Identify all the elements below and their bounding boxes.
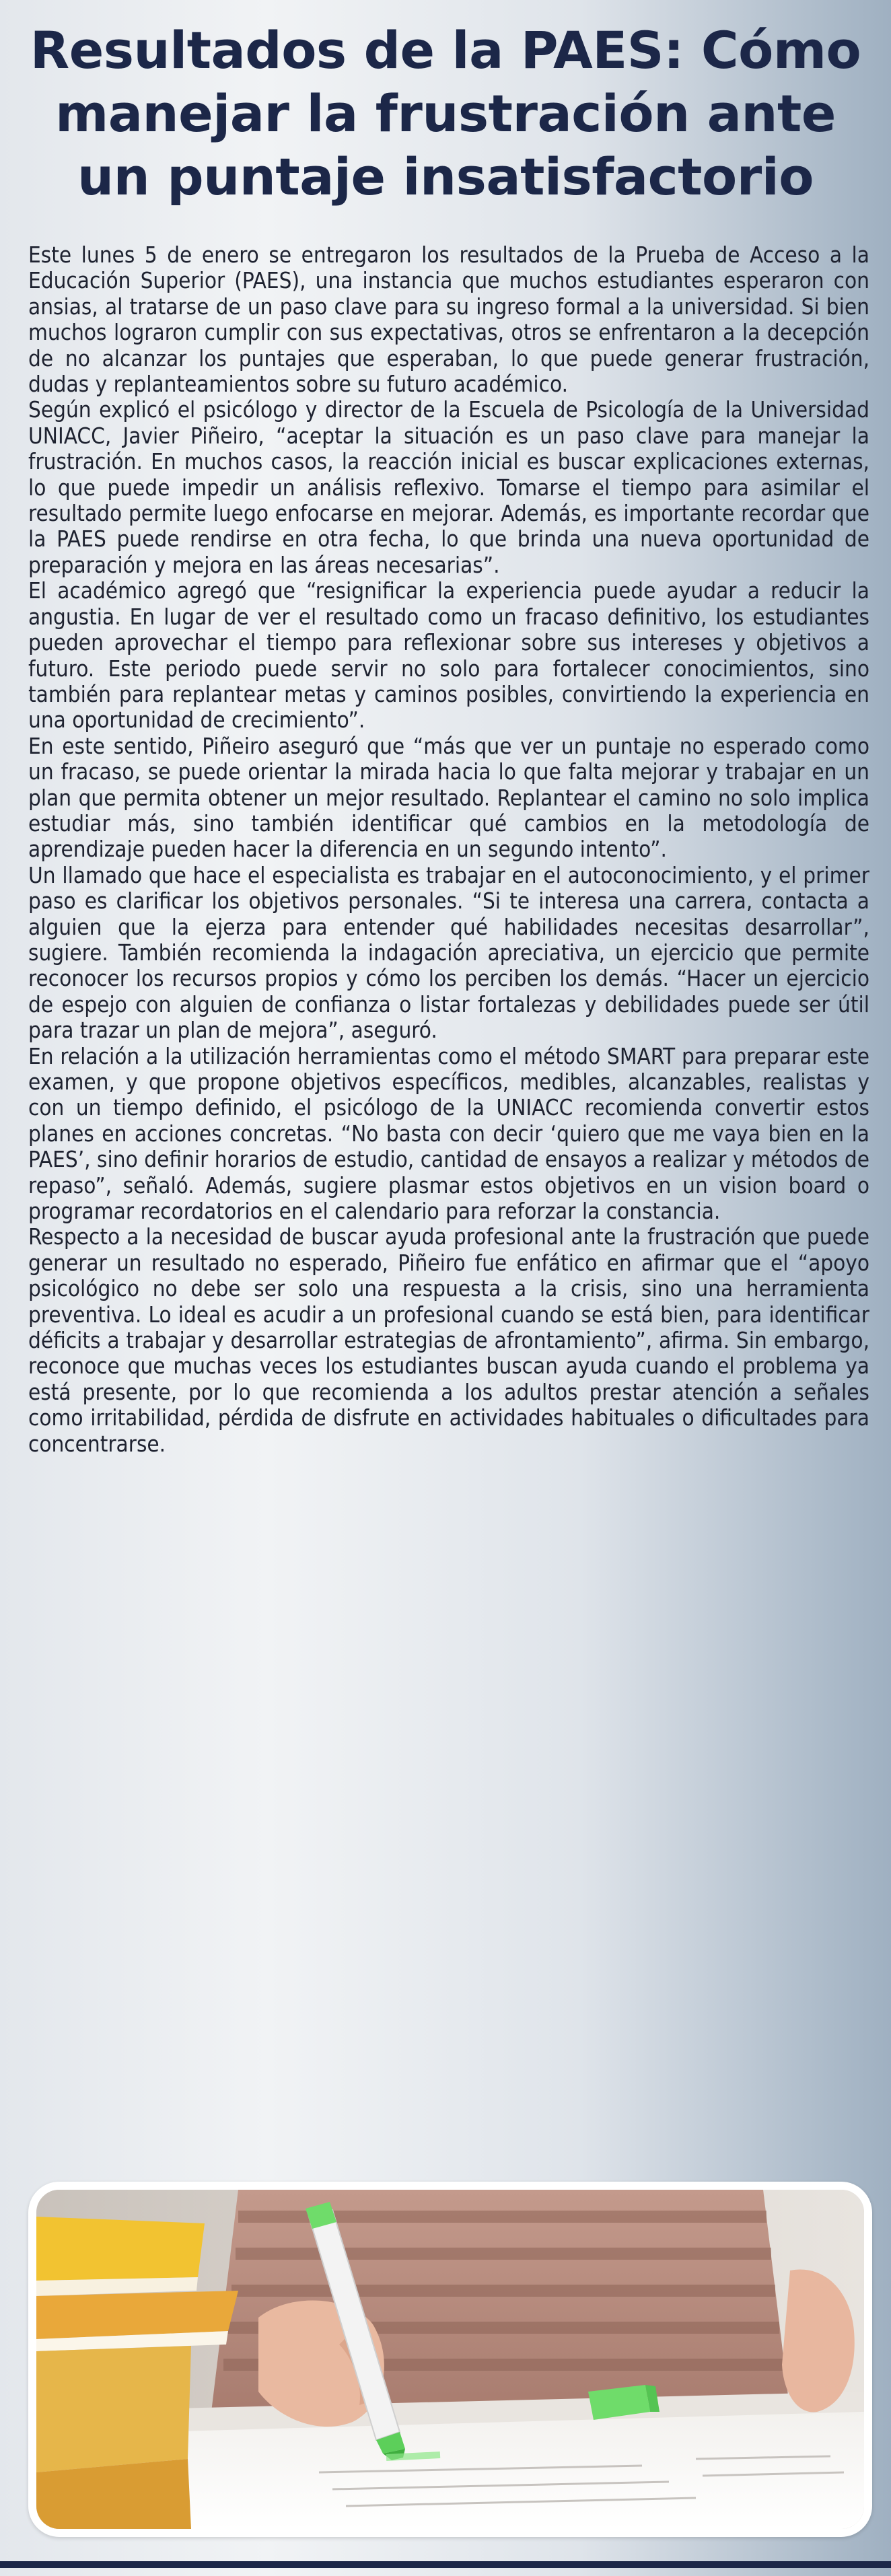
article-paragraph: Un llamado que hace el especialista es trabajar en el autoconocimiento, y el primer paso es clarificar los objetivos personales. “Si te interesa una carrera, contacta a alguien que la ejerza para entender qué habilidades necesitas desarrollar”, sugiere. También recomienda la indagación apreciativa, un ejercicio que permite reconocer los recursos propios y cómo los perciben los demás. “Hacer un ejercicio de espejo con alguien de confianza o listar fortalezas y debilidades puede ser útil para trazar un plan de mejora”, aseguró. xyxy=(28,861,869,1044)
article-title: Resultados de la PAES: Cómo manejar la frustración ante un puntaje insatisfactorio xyxy=(30,20,861,207)
article-photo xyxy=(28,2182,872,2537)
article-paragraph: El académico agregó que “resignificar la experiencia puede ayudar a reducir la angustia. En lugar de ver el resultado como un fracaso definitivo, los estudiantes pueden aprovechar el tiempo para reflexionar sobre sus intereses y objetivos a futuro. Este periodo puede servir no solo para fortalecer conocimientos, sino también para replantear metas y caminos posibles, convirtiendo la experiencia en una oportunidad de crecimiento”. xyxy=(28,577,869,734)
article-paragraph: Este lunes 5 de enero se entregaron los resultados de la Prueba de Acceso a la Educación Superior (PAES), una instancia que muchos estudiantes esperaron con ansias, al tratarse de un paso clave para su ingreso formal a la universidad. Si bien muchos lograron cumplir con sus expectativas, otros se enfrentaron a la decepción de no alcanzar los puntajes que esperaban, lo que puede generar frustración, dudas y replanteamientos sobre su futuro académico. xyxy=(28,242,869,398)
footer-bar xyxy=(0,2561,891,2568)
article-paragraph: En este sentido, Piñeiro aseguró que “más que ver un puntaje no esperado como un fracaso, se puede orientar la mirada hacia lo que falta mejorar y trabajar en un plan que permita obtener un mejor resultado. Replantear el camino no solo implica estudiar más, sino también identificar qué cambios en la metodología de aprendizaje pueden hacer la diferencia en un segundo intento”. xyxy=(28,732,869,863)
article-paragraph: En relación a la utilización herramientas como el método SMART para preparar este examen, y que propone objetivos específicos, medibles, alcanzables, realistas y con un tiempo definido, el psicólogo de la UNIACC recomienda convertir estos planes en acciones concretas. “No basta con decir ‘quiero que me vaya bien en la PAES’, sino definir horarios de estudio, cantidad de ensayos a realizar y métodos de repaso”, señaló. Además, sugiere plasmar estos objetivos en un vision board o programar recordatorios en el calendario para reforzar la constancia. xyxy=(28,1042,869,1225)
article-paragraph: Respecto a la necesidad de buscar ayuda profesional ante la frustración que puede generar un resultado no esperado, Piñeiro fue enfático en afirmar que el “apoyo psicológico no debe ser solo una respuesta a la crisis, sino una herramienta preventiva. Lo ideal es acudir a un profesional cuando se está bien, para identificar déficits a trabajar y desarrollar estrategias de afrontamiento”, afirma. Sin embargo, reconoce que muchas veces los estudiantes buscan ayuda cuando el problema ya está presente, por lo que recomienda a los adultos prestar atención a señales como irritabilidad, pérdida de disfrute en actividades habituales o dificultades para concentrarse. xyxy=(28,1223,869,1457)
student-highlighting-notes-photo xyxy=(36,2190,864,2529)
article-paragraph: Según explicó el psicólogo y director de la Escuela de Psicología de la Universidad UNIACC, Javier Piñeiro, “aceptar la situación es un paso clave para manejar la frustración. En muchos casos, la reacción inicial es buscar explicaciones externas, lo que puede impedir un análisis reflexivo. Tomarse el tiempo para asimilar el resultado permite luego enfocarse en mejorar. Además, es importante recordar que la PAES puede rendirse en otra fecha, lo que brinda una nueva oportunidad de preparación y mejora en las áreas necesarias”. xyxy=(28,396,869,578)
article-body xyxy=(28,242,869,1457)
